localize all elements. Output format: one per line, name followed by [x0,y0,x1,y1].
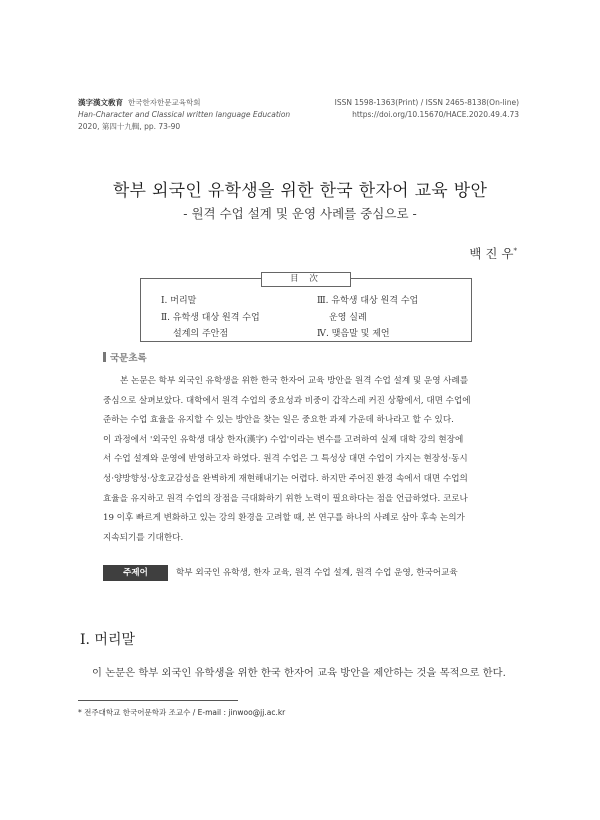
toc-left-column [161,293,260,343]
toc-item: 설계의 주안점 [173,329,229,339]
toc-item: Ⅰ. 머리말 [161,296,197,306]
author-footnote-mark[interactable]: * [513,246,517,255]
abstract-line: 지속되기를 기대한다. [103,532,184,543]
author-name: 백 진 우 [469,246,514,261]
abstract-line: 준하는 수업 효율을 유지할 수 있는 방안을 찾는 일은 중요한 과제 가운데 하나라고 할 수 있다. [103,415,454,426]
abstract-line: 성·양방향성·상호교감성을 완벽하게 재현해내기는 어렵다. 하지만 주어진 환경 속에서 대면 수업의 [103,473,468,484]
issn: ISSN 1598-1363(Print) / ISSN 2465-8138(On-line) [334,98,519,107]
abstract-body [103,372,501,548]
toc-item: Ⅱ. 유학생 대상 원격 수업 [161,312,260,323]
toc-right-column [317,293,418,343]
footnote-divider [78,700,238,701]
doi-link[interactable]: https://doi.org/10.15670/HACE.2020.49.4.73 [352,110,519,119]
paper-subtitle: - 원격 수업 설계 및 운영 사례를 중심으로 - [183,206,417,221]
section-body: 이 논문은 학부 외국인 유학생을 위한 한국 한자어 교육 방안을 제안하는 것을 목적으로 한다. [92,667,506,679]
publication-info [259,97,519,121]
footnote: * 전주대학교 한국어문학과 조교수 / E-mail : jinwoo@jj.ac.kr [78,708,286,717]
table-of-contents [140,274,472,342]
journal-name-zh: 漢字漢文敎育 [78,98,123,107]
keywords-text: 학부 외국인 유학생, 한자 교육, 원격 수업 설계, 원격 수업 운영, 한국어교육 [176,568,458,578]
abstract-line: 중심으로 살펴보았다. 대학에서 원격 수업의 중요성과 비중이 갑작스레 커진 상황에서, 대면 수업에 [103,395,471,406]
author [469,244,517,262]
paper-title: 학부 외국인 유학생을 위한 한국 한자어 교육 방안 [112,181,488,201]
toc-item: Ⅲ. 유학생 대상 원격 수업 [317,296,419,306]
heading-bar-icon [103,352,106,362]
toc-heading: 目 次 [261,272,351,287]
abstract-line: 19 이후 빠르게 변화하고 있는 강의 환경을 고려할 때, 본 연구를 하나의 사례로 삼아 후속 논의가 [103,513,465,524]
keywords-label: 주제어 [103,565,168,581]
abstract-line: 이 과정에서 '외국인 유학생 대상 한자(漢字) 수업'이라는 변수를 고려하여 실제 대학 강의 현장에 [103,434,464,445]
section-title: Ⅰ. 머리말 [80,632,136,648]
citation: 2020, 第四十九輯, pp. 73-90 [78,122,181,131]
abstract-line: 효율을 유지하고 원격 수업의 장점을 극대화하기 위한 노력이 필요하다는 점을 언급하였다. 코로나 [103,493,468,504]
abstract-line: 서 수업 설계와 운영에 반영하고자 하였다. 원격 수업은 그 특성상 대면 수업이 가지는 현장성·동시 [103,454,468,465]
society-name: 한국한자한문교육학회 [128,98,201,107]
toc-item: 운영 실례 [329,312,367,323]
abstract-line: 본 논문은 학부 외국인 유학생을 위한 한국 한자어 교육 방안을 원격 수업 설계 및 운영 사례를 [120,376,469,386]
toc-item: Ⅳ. 맺음말 및 제언 [317,329,390,339]
journal-name-en: Han-Character and Classical written language Education [78,110,291,119]
abstract-heading: 국문초록 [103,350,147,364]
